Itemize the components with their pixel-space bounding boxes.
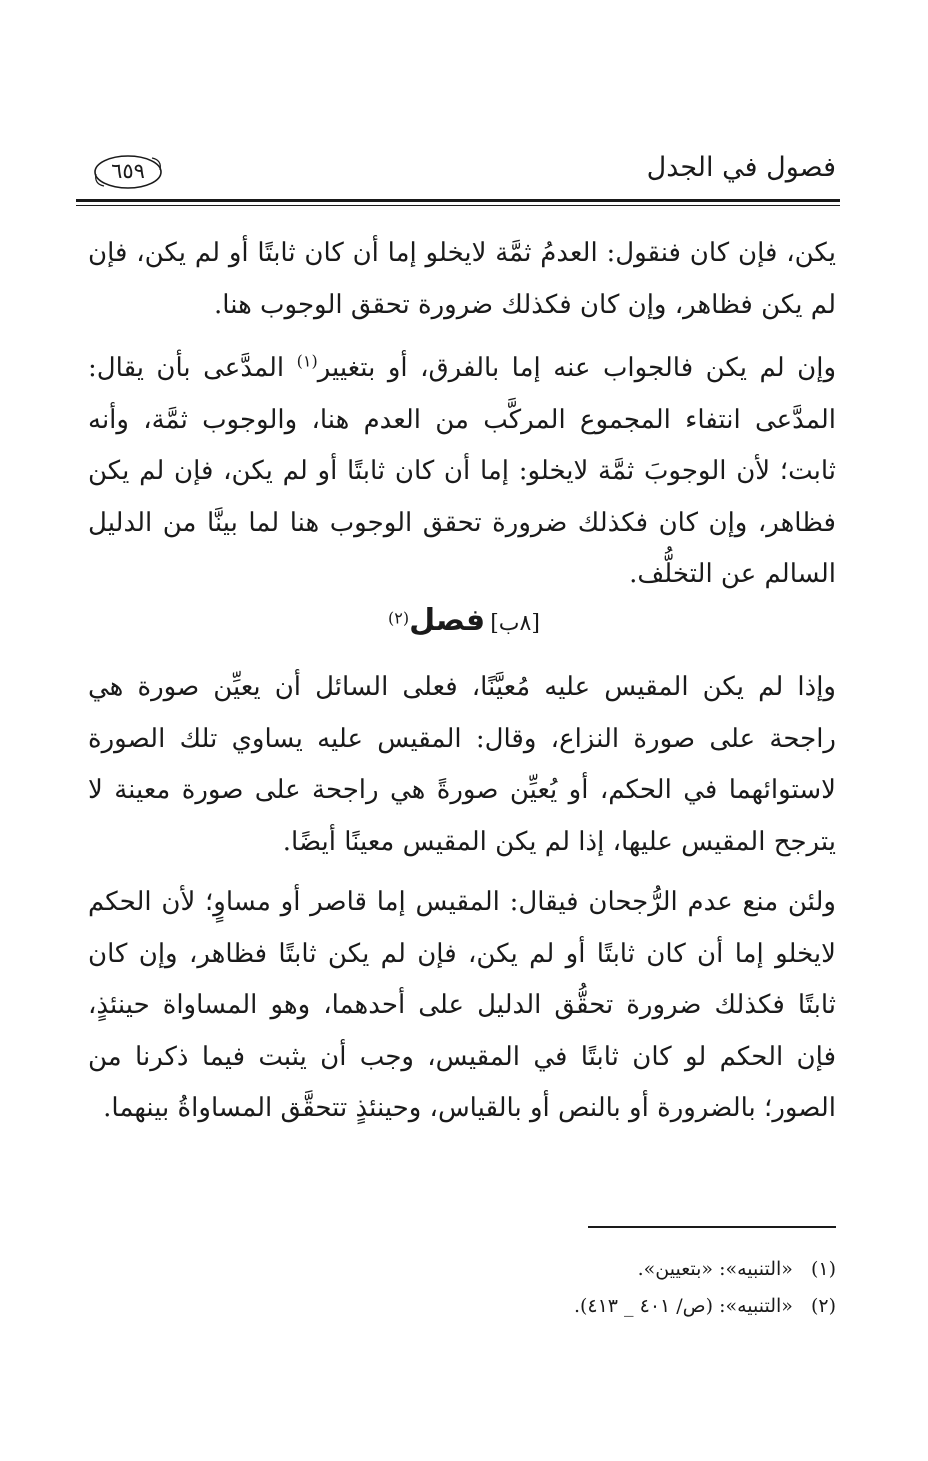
page-number-text: ٦٥٩ [111,159,145,183]
footnote-1 [638,1254,836,1284]
paragraph-2-part-2: المدَّعى بأن يقال: المدَّعى انتفاء المجموع المركَّب من العدم هنا، والوجوب ثمَّة، وأنه ثابت؛ لأن الوجوبَ ثمَّة لايخلو: إما أن كان ثابتًا أو لم يكن، فإن لم يكن فظاهر، وإن كان فكذلك ضرورة تحقق الوجوب هنا لما بينَّا من الدليل السالم عن التخلُّف. [88,353,836,589]
running-title: فصول في الجدل [646,152,836,183]
paragraph-3: وإذا لم يكن المقيس عليه مُعيَّنًا، فعلى السائل أن يعيِّن صورة هي راجحة على صورة النزاع، وقال: المقيس عليه يساوي تلك الصورة لاستوائهما في الحكم، أو يُعيِّن صورةً هي راجحة على صورة معينة لا يترجح المقيس عليها، إذا لم يكن المقيس معينًا أيضًا. [88,672,836,857]
paragraph-2 [88,343,836,601]
footnote-2 [574,1291,836,1321]
paragraph-4: ولئن منع عدم الرُّجحان فيقال: المقيس إما قاصر أو مساوٍ؛ لأن الحكم لايخلو إما أن كان ثابتًا أو لم يكن، فإن لم يكن ثابتًا فظاهر، وإن كان ثابتًا فكذلك ضرورة تحقُّق الدليل على أحدهما، وهو المساواة حينئذٍ، فإن الحكم لو كان ثابتًا في المقيس، وجب أن يثبت فيما ذكرنا من الصور؛ بالضرورة أو بالنص أو بالقياس، وحينئذٍ تتحقَّق المساواةُ بينهما. [88,887,836,1123]
header-rule-thin [76,205,840,206]
footnote-separator [588,1226,836,1228]
footnote-2-text: «التنبيه»: (ص/ ٤٠١ _ ٤١٣). [573,1295,793,1317]
footnote-2-number: (٢) [810,1295,836,1317]
footnote-1-text: «التنبيه»: «بتعيين». [637,1258,793,1280]
paragraph-1: يكن، فإن كان فنقول: العدمُ ثمَّة لايخلو إما أن كان ثابتًا أو لم يكن، فإن لم يكن فظاهر، وإن كان فكذلك ضرورة تحقق الوجوب هنا. [88,238,836,320]
header-rule-thick [76,199,840,202]
footnote-1-number: (١) [810,1258,836,1280]
footnote-ref-1[interactable]: (١) [296,351,318,371]
paragraph-2-part-1: وإن لم يكن فالجواب عنه إما بالفرق، أو بتغيير [317,353,837,383]
manuscript-folio-marker: [٨ب] [490,611,540,636]
section-heading [0,596,928,650]
page-number-badge [92,152,164,192]
footnote-ref-2[interactable]: (٢) [388,608,410,628]
section-heading-title: فصل [409,603,486,638]
